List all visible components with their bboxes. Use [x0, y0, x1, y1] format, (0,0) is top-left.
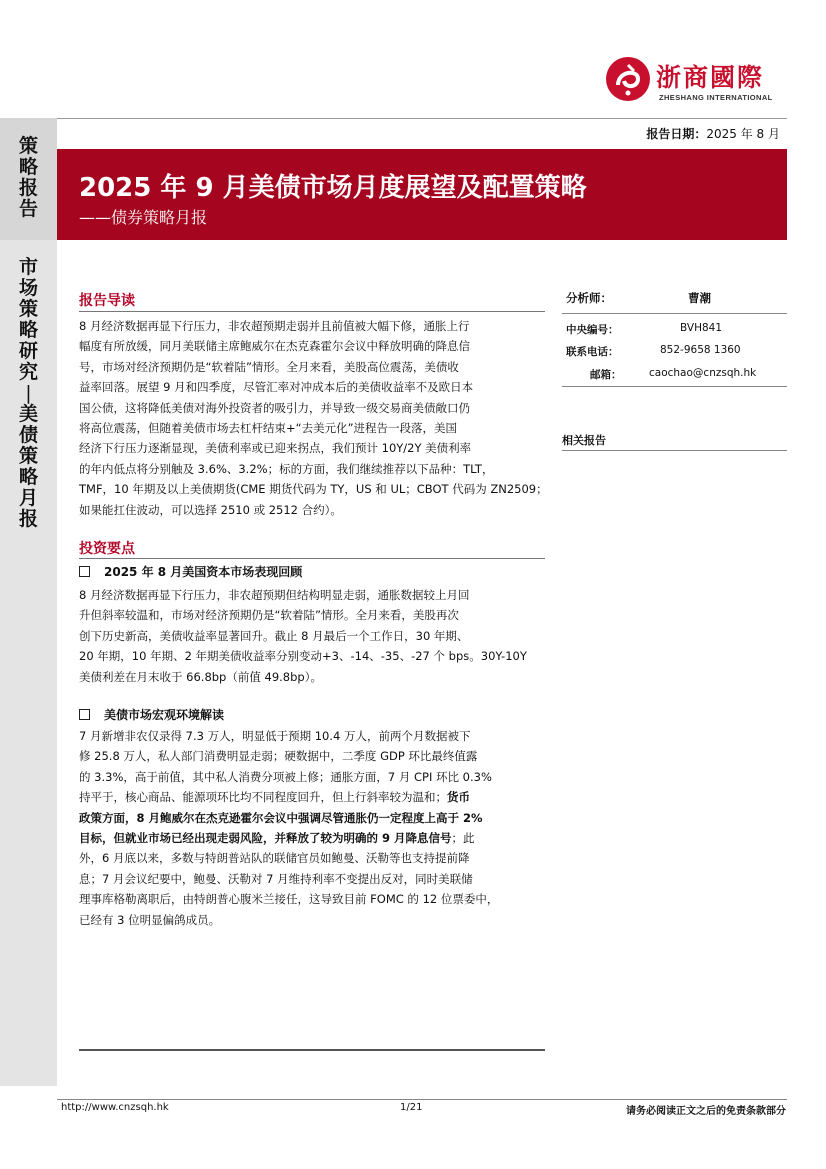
sidebar-series-label	[0, 258, 57, 531]
logo-name-cn: 浙商國際	[656, 63, 765, 92]
text-line-content: 20 年期，10 年期、2 年期美债收益率分别变动+3、-14、-35、-27 个 bps。30Y-10Y	[79, 649, 527, 664]
key-point-1-paragraph	[79, 585, 527, 687]
sidebar-series-char: 市	[18, 256, 38, 278]
text-line-content: 外，6 月底以来，多数与特朗普站队的联储官员如鲍曼、沃勒等也支持提前降	[79, 851, 470, 866]
key-point-1-title	[79, 563, 302, 580]
sidebar-series-char: 策	[18, 298, 38, 320]
checkbox-bullet-icon	[79, 709, 90, 720]
text-line-content: 7 月新增非农仅录得 7.3 万人，明显低于预期 10.4 万人，前两个月数据被下	[79, 729, 471, 743]
sidebar-series-char: 债	[18, 424, 38, 446]
report-title: 2025 年 9 月美债市场月度展望及配置策略	[79, 173, 587, 203]
text-line	[79, 848, 498, 868]
sidebar-series-char: 究	[18, 361, 38, 383]
logo-name-en: ZHESHANG INTERNATIONAL	[659, 93, 773, 102]
sidebar-series-char: |	[25, 382, 32, 404]
key-point-2-paragraph	[79, 726, 498, 930]
text-line-content: 升但斜率较温和，市场对经济预期仍是“软着陆”情形。全月来看，美股再次	[79, 608, 459, 623]
content-end-rule	[79, 1049, 545, 1051]
text-line-content: 持平于，核心商品、能源项环比均不同程度回升，但上行斜率较为温和；	[79, 790, 447, 805]
text-line	[79, 357, 548, 377]
text-line	[79, 910, 498, 930]
text-line-content: 益率回落。展望 9 月和四季度，尽管汇率对冲成本后的美债收益率不及欧日本	[79, 380, 474, 395]
sidebar-series-char: 报	[18, 508, 38, 530]
text-line	[79, 767, 498, 787]
sidebar-series-char: 略	[18, 319, 38, 341]
text-line-content: 的 3.3%，高于前值，其中私人消费分项被上修；通胀方面，7 月 CPI 环比 0.3%	[79, 769, 492, 784]
analyst-phone-label: 联系电话：	[566, 346, 619, 358]
text-line	[79, 336, 548, 356]
company-logo	[604, 55, 774, 109]
key-point-2-title-text: 美债市场宏观环境解读	[104, 708, 225, 722]
text-line	[79, 746, 498, 766]
text-line	[79, 667, 527, 687]
text-line	[79, 605, 527, 625]
text-line-content: 如果能扛住波动，可以选择 2510 或 2512 合约）。	[79, 502, 342, 517]
text-line	[79, 398, 548, 418]
analyst-name: 曹潮	[688, 291, 711, 305]
text-line-content: 美债利差在月末收于 66.8bp（前值 49.8bp）。	[79, 669, 322, 684]
guide-heading: 报告导读	[79, 293, 135, 309]
text-line-content: 国公债，这将降低美债对海外投资者的吸引力，并导致一级交易商美债敞口仍	[79, 400, 470, 415]
text-line	[79, 726, 498, 746]
text-line	[79, 626, 527, 646]
text-line-content: 目标，但就业市场已经出现走弱风险，并释放了较为明确的 9 月降息信号	[79, 831, 452, 846]
sidebar-category-char: 报	[18, 177, 38, 199]
text-line-content: 政策方面，8 月鲍威尔在杰克逊霍尔会议中强调尽管通胀仍一定程度上高于 2%	[79, 810, 483, 825]
page-number: 1/21	[400, 1102, 423, 1113]
report-date-value: 2025 年 8 月	[706, 127, 780, 141]
key-point-1-title-text: 2025 年 8 月美国资本市场表现回顾	[104, 565, 303, 579]
text-line-content: 经济下行压力逐渐显现，美债利率或已迎来拐点，我们预计 10Y/2Y 美债利率	[79, 441, 472, 456]
analyst-rule	[562, 386, 787, 387]
text-line	[79, 646, 527, 666]
text-line-content: 息；7 月会议纪要中，鲍曼、沃勒对 7 月维持利率不变提出反对，同时美联储	[79, 871, 473, 886]
text-line	[79, 418, 548, 438]
text-line	[79, 889, 498, 909]
analyst-email-label: 邮箱：	[590, 369, 622, 381]
footer-divider	[57, 1099, 787, 1100]
text-line	[79, 459, 548, 479]
sidebar-category-char: 略	[18, 156, 38, 178]
text-line-bold-tail: 货币	[447, 790, 470, 805]
header-divider	[57, 118, 787, 119]
text-line-content: 理事库格勒离职后，由特朗普心腹米兰接任，这导致目前 FOMC 的 12 位票委中，	[79, 892, 499, 907]
checkbox-bullet-icon	[79, 566, 90, 577]
analyst-id: BVH841	[680, 322, 722, 334]
report-date	[646, 125, 780, 142]
text-line-content: 幅度有所放缓，同月美联储主席鲍威尔在杰克森霍尔会议中释放明确的降息信	[79, 339, 470, 354]
analyst-id-label: 中央编号：	[566, 324, 619, 336]
footer-disclaimer: 请务必阅读正文之后的免责条款部分	[626, 1106, 786, 1117]
text-line	[79, 585, 527, 605]
text-line	[79, 828, 498, 848]
text-line-content: 已经有 3 位明显偏鸽成员。	[79, 912, 221, 927]
guide-paragraph	[79, 316, 548, 520]
analyst-name-label: 分析师：	[566, 291, 612, 305]
key-points-heading: 投资要点	[79, 541, 135, 557]
text-line	[79, 316, 548, 336]
text-line-content: 将高位震荡，但随着美债市场去杠杆结束+“去美元化”进程告一段落，美国	[79, 421, 458, 436]
report-date-label: 报告日期：	[646, 127, 707, 141]
text-line	[79, 808, 498, 828]
sidebar-category-label	[0, 137, 57, 221]
analyst-email[interactable]: caochao@cnzsqh.hk	[649, 367, 757, 379]
text-line-content: TMF，10 年期及以上美债期货(CME 期货代码为 TY，US 和 UL；CBOT 代码为 ZN2509；	[79, 482, 548, 497]
text-line-content: 号，市场对经济预期仍是“软着陆”情形。全月来看，美股高位震荡，美债收	[79, 359, 459, 374]
zheshang-logo-icon	[604, 55, 652, 103]
sidebar-series-char: 略	[18, 466, 38, 488]
text-line	[79, 377, 548, 397]
sidebar-series-char: 场	[18, 277, 38, 299]
related-reports-heading: 相关报告	[562, 434, 606, 447]
footer-website-link[interactable]: http://www.cnzsqh.hk	[61, 1102, 169, 1113]
related-reports-rule	[562, 450, 787, 451]
text-line-tail: ；此	[451, 831, 475, 846]
text-line	[79, 500, 548, 520]
sidebar-category-char: 策	[18, 135, 38, 157]
analyst-rule	[562, 313, 787, 314]
text-line-content: 的年内低点将分别触及 3.6%、3.2%；标的方面，我们继续推荐以下品种：TLT，	[79, 461, 494, 476]
sidebar-series-char: 美	[18, 403, 38, 425]
key-point-2-title	[79, 706, 224, 723]
sidebar-series-char: 策	[18, 445, 38, 467]
sidebar-series-char: 月	[18, 487, 38, 509]
text-line-content: 修 25.8 万人，私人部门消费明显走弱；硬数据中，二季度 GDP 环比最终值露	[79, 749, 478, 764]
text-line	[79, 438, 548, 458]
key-points-heading-rule	[79, 558, 545, 559]
text-line	[79, 479, 548, 499]
guide-heading-rule	[79, 311, 545, 312]
text-line	[79, 869, 498, 889]
sidebar-category-char: 告	[18, 198, 38, 220]
report-subtitle: ——债券策略月报	[79, 208, 208, 227]
text-line-content: 创下历史新高，美债收益率显著回升。截止 8 月最后一个工作日，30 年期、	[79, 628, 469, 643]
text-line-content: 8 月经济数据再显下行压力，非农超预期但结构明显走弱，通胀数据较上月回	[79, 588, 470, 602]
analyst-phone: 852-9658 1360	[660, 344, 741, 356]
text-line-content: 8 月经济数据再显下行压力，非农超预期走弱并且前值被大幅下修，通胀上行	[79, 319, 470, 333]
text-line	[79, 787, 498, 807]
sidebar-series-char: 研	[18, 340, 38, 362]
